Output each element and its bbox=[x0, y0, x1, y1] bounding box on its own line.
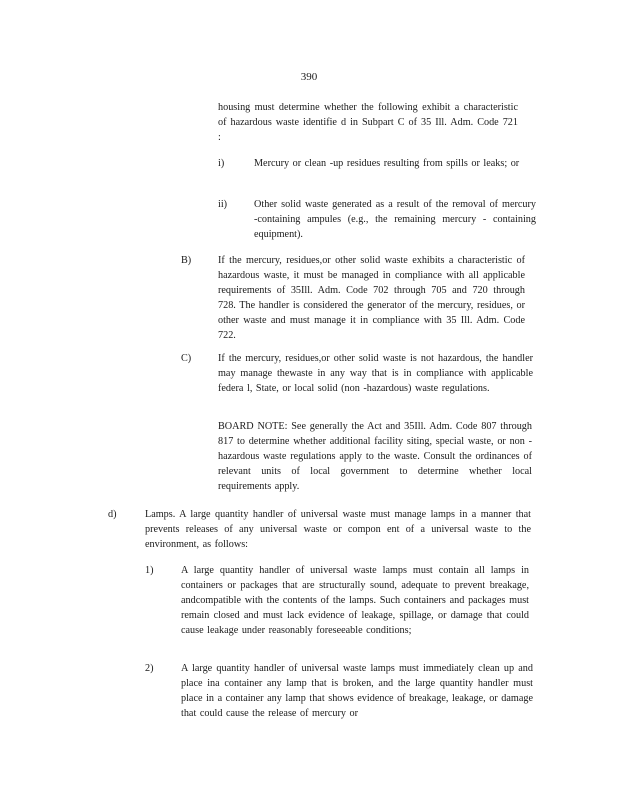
board-note: BOARD NOTE: See generally the Act and 35Ill. Adm. Code 807 through 817 to determine whether additional facility siting, special waste, or non -hazardous waste regulations apply to the waste. Consult the ordinances of relevant units of local government to determine whether local requirements apply. bbox=[218, 421, 532, 492]
item-text: If the mercury, residues,or other solid waste is not hazardous, the handler may manage thewaste in any way that is in compliance with applicable federa l, State, or local solid (non -hazardous) waste regulations. bbox=[218, 353, 533, 394]
page-number: 390 bbox=[300, 71, 318, 83]
sub-item-text: Other solid waste generated as a result of the removal of mercury -containing ampules (e.g., the remaining mercury - containing equipment). bbox=[254, 199, 536, 240]
sub-item-text: Mercury or clean -up residues resulting from spills or leaks; or bbox=[254, 158, 520, 169]
numbered-item-label: 2) bbox=[145, 663, 154, 674]
sub-item-label: i) bbox=[218, 158, 225, 169]
intro-paragraph: housing must determine whether the following exhibit a characteristic of hazardous waste identifie d in Subpart C of 35 Ill. Adm. Code 721 : bbox=[218, 102, 518, 143]
numbered-item-text: A large quantity handler of universal waste lamps must immediately clean up and place ina container any lamp that is broken, and the large quantity handler must place in a container any lamp that shows evidence of breakage, leakage, or damage that could cause the release of mercury or bbox=[181, 663, 533, 719]
numbered-item-label: 1) bbox=[145, 565, 154, 576]
section-text: Lamps. A large quantity handler of universal waste must manage lamps in a manner that prevents releases of any universal waste or compon ent of a universal waste to the environment, as follows: bbox=[145, 509, 531, 550]
section-label: d) bbox=[108, 509, 117, 520]
numbered-item-text: A large quantity handler of universal waste lamps must contain all lamps in containers or packages that are structurally sound, adequate to prevent breakage, andcompatible with the contents of the lamps. Such containers and packages must remain closed and must lack evidence of leakage, spillage, or damage that could cause leakage under reasonably foreseeable conditions; bbox=[181, 565, 529, 636]
item-label: C) bbox=[181, 353, 192, 364]
item-text: If the mercury, residues,or other solid waste exhibits a characteristic of hazardous waste, it must be managed in compliance with all applicable requirements of 35Ill. Adm. Code 702 through 705 and 720 through 728. The handler is considered the generator of the mercury, residues, or other waste and must manage it in compliance with 35 Ill. Adm. Code 722. bbox=[218, 255, 525, 341]
sub-item-label: ii) bbox=[218, 199, 228, 210]
item-label: B) bbox=[181, 255, 192, 266]
